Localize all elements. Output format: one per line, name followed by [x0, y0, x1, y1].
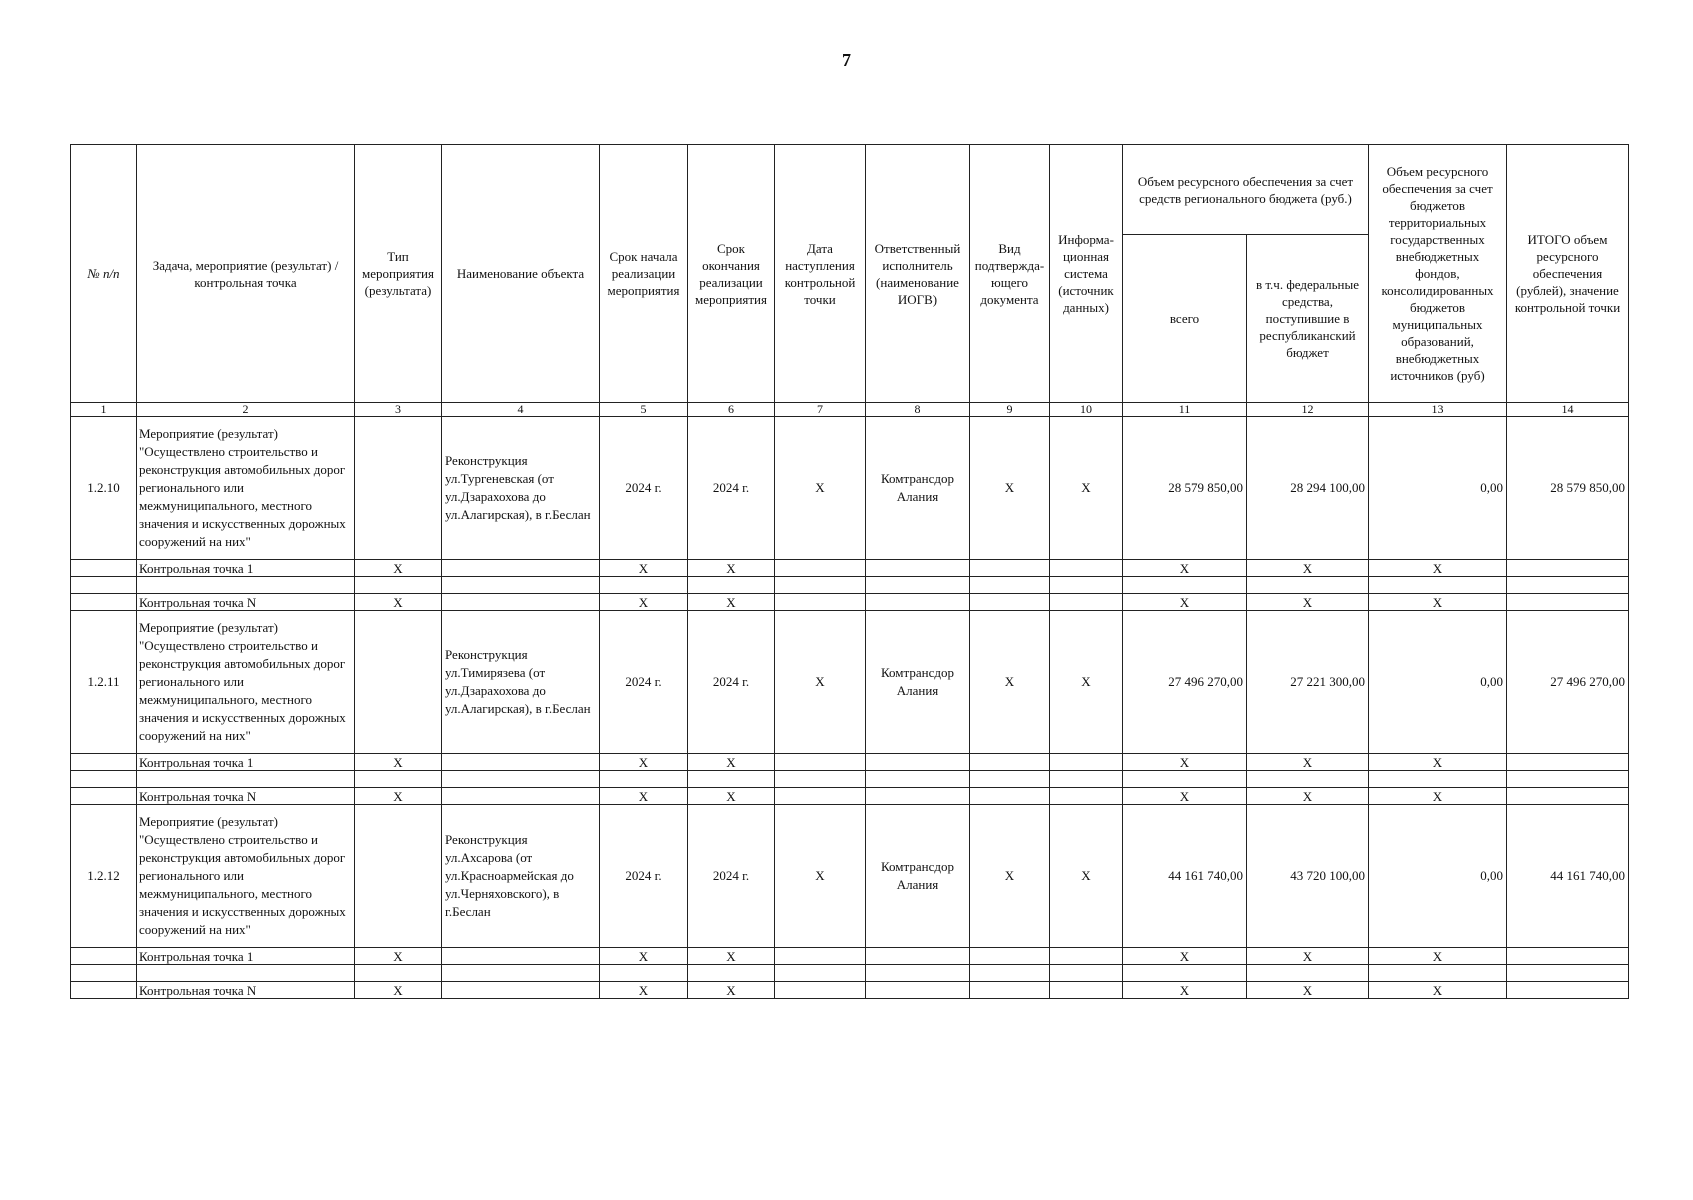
cp-end: X [688, 982, 775, 999]
cp-date [775, 560, 866, 577]
header-col-object: Наименование объекта [442, 145, 600, 403]
row-system: X [1050, 611, 1123, 754]
row-date: X [775, 611, 866, 754]
cp-executor [866, 948, 970, 965]
table-header [71, 145, 1629, 417]
column-number: 14 [1507, 403, 1629, 417]
cp-federal: X [1247, 788, 1369, 805]
cp-date [775, 982, 866, 999]
cp-executor [866, 594, 970, 611]
column-number: 10 [1050, 403, 1123, 417]
cp-total: X [1123, 754, 1247, 771]
cp-executor [866, 788, 970, 805]
cp-federal: X [1247, 754, 1369, 771]
row-start: 2024 г. [600, 417, 688, 560]
cp-start: X [600, 982, 688, 999]
cp-other: X [1369, 594, 1507, 611]
cp-object [442, 594, 600, 611]
cp-label: Контрольная точка N [137, 594, 355, 611]
row-doc: X [970, 805, 1050, 948]
header-col-executor: Ответственный исполнитель (наименование ИОГВ) [866, 145, 970, 403]
column-number: 2 [137, 403, 355, 417]
table-row-checkpoint [71, 948, 1629, 965]
row-sum: 28 579 850,00 [1507, 417, 1629, 560]
table-row-empty [71, 965, 1629, 982]
cp-date [775, 788, 866, 805]
row-object: Реконструкция ул.Тимирязева (от ул.Дзарахохова до ул.Алагирская), в г.Беслан [442, 611, 600, 754]
resource-plan-table [70, 144, 1629, 999]
cp-sum [1507, 594, 1629, 611]
cp-federal: X [1247, 982, 1369, 999]
cp-label: Контрольная точка N [137, 788, 355, 805]
column-number: 11 [1123, 403, 1247, 417]
table-row-checkpoint [71, 788, 1629, 805]
column-number: 12 [1247, 403, 1369, 417]
cp-sum [1507, 982, 1629, 999]
cp-total: X [1123, 788, 1247, 805]
row-federal: 43 720 100,00 [1247, 805, 1369, 948]
cp-doc [970, 754, 1050, 771]
row-executor: Комтрансдор Алания [866, 417, 970, 560]
table-row-activity [71, 417, 1629, 560]
cp-date [775, 754, 866, 771]
cp-start: X [600, 560, 688, 577]
row-executor: Комтрансдор Алания [866, 611, 970, 754]
column-number: 7 [775, 403, 866, 417]
header-col-system: Информа-ционная система (источник данных) [1050, 145, 1123, 403]
cp-system [1050, 982, 1123, 999]
cp-other: X [1369, 788, 1507, 805]
row-federal: 28 294 100,00 [1247, 417, 1369, 560]
cp-type: X [355, 982, 442, 999]
row-other: 0,00 [1369, 805, 1507, 948]
cp-other: X [1369, 560, 1507, 577]
column-number: 9 [970, 403, 1050, 417]
cp-doc [970, 948, 1050, 965]
row-federal: 27 221 300,00 [1247, 611, 1369, 754]
cp-end: X [688, 594, 775, 611]
cp-end: X [688, 948, 775, 965]
table-row-empty [71, 771, 1629, 788]
table-row-checkpoint [71, 594, 1629, 611]
row-start: 2024 г. [600, 611, 688, 754]
table-row-activity [71, 611, 1629, 754]
cp-total: X [1123, 560, 1247, 577]
row-end: 2024 г. [688, 417, 775, 560]
cp-system [1050, 560, 1123, 577]
cp-sum [1507, 754, 1629, 771]
cp-id [71, 982, 137, 999]
cp-label: Контрольная точка 1 [137, 754, 355, 771]
cp-total: X [1123, 948, 1247, 965]
cp-executor [866, 754, 970, 771]
row-task: Мероприятие (результат) "Осуществлено строительство и реконструкция автомобильных дорог регионального или межмуниципального, местного значения и искусственных дорожных сооружений на них" [137, 611, 355, 754]
row-doc: X [970, 417, 1050, 560]
cp-other: X [1369, 982, 1507, 999]
header-col-end: Срок окончания реализации мероприятия [688, 145, 775, 403]
column-number: 4 [442, 403, 600, 417]
cp-doc [970, 560, 1050, 577]
cp-start: X [600, 754, 688, 771]
row-start: 2024 г. [600, 805, 688, 948]
cp-end: X [688, 788, 775, 805]
cp-type: X [355, 948, 442, 965]
cp-end: X [688, 560, 775, 577]
column-number-row [71, 403, 1629, 417]
cp-id [71, 948, 137, 965]
header-col-sum: ИТОГО объем ресурсного обеспечения (рублей), значение контрольной точки [1507, 145, 1629, 403]
cp-type: X [355, 560, 442, 577]
cp-total: X [1123, 982, 1247, 999]
cp-sum [1507, 788, 1629, 805]
cp-system [1050, 788, 1123, 805]
cp-system [1050, 594, 1123, 611]
table-row-activity [71, 805, 1629, 948]
cp-label: Контрольная точка 1 [137, 948, 355, 965]
row-total: 27 496 270,00 [1123, 611, 1247, 754]
cp-end: X [688, 754, 775, 771]
header-col-total: всего [1123, 235, 1247, 403]
header-group-regional: Объем ресурсного обеспечения за счет средств регионального бюджета (руб.) [1123, 145, 1369, 235]
cp-object [442, 560, 600, 577]
cp-doc [970, 594, 1050, 611]
cp-type: X [355, 594, 442, 611]
row-task: Мероприятие (результат) "Осуществлено строительство и реконструкция автомобильных дорог регионального или межмуниципального, местного значения и искусственных дорожных сооружений на них" [137, 417, 355, 560]
cp-object [442, 982, 600, 999]
row-system: X [1050, 805, 1123, 948]
row-task: Мероприятие (результат) "Осуществлено строительство и реконструкция автомобильных дорог регионального или межмуниципального, местного значения и искусственных дорожных сооружений на них" [137, 805, 355, 948]
column-number: 3 [355, 403, 442, 417]
cp-system [1050, 948, 1123, 965]
row-total: 28 579 850,00 [1123, 417, 1247, 560]
cp-sum [1507, 560, 1629, 577]
row-end: 2024 г. [688, 805, 775, 948]
table-body [71, 417, 1629, 999]
row-id: 1.2.11 [71, 611, 137, 754]
header-col-number: № п/п [71, 145, 137, 403]
row-other: 0,00 [1369, 611, 1507, 754]
row-doc: X [970, 611, 1050, 754]
cp-type: X [355, 788, 442, 805]
cp-label: Контрольная точка N [137, 982, 355, 999]
column-number: 6 [688, 403, 775, 417]
row-other: 0,00 [1369, 417, 1507, 560]
cp-object [442, 948, 600, 965]
row-object: Реконструкция ул.Ахсарова (от ул.Красноармейская до ул.Черняховского), в г.Беслан [442, 805, 600, 948]
cp-federal: X [1247, 594, 1369, 611]
row-date: X [775, 805, 866, 948]
row-sum: 27 496 270,00 [1507, 611, 1629, 754]
table-row-empty [71, 577, 1629, 594]
cp-id [71, 560, 137, 577]
cp-total: X [1123, 594, 1247, 611]
cp-date [775, 594, 866, 611]
row-object: Реконструкция ул.Тургеневская (от ул.Дзарахохова до ул.Алагирская), в г.Беслан [442, 417, 600, 560]
row-type [355, 417, 442, 560]
cp-start: X [600, 788, 688, 805]
table-row-checkpoint [71, 560, 1629, 577]
header-col-federal: в т.ч. федеральные средства, поступившие в республиканский бюджет [1247, 235, 1369, 403]
cp-executor [866, 982, 970, 999]
row-type [355, 611, 442, 754]
column-number: 8 [866, 403, 970, 417]
cp-other: X [1369, 948, 1507, 965]
table-row-checkpoint [71, 754, 1629, 771]
row-type [355, 805, 442, 948]
cp-date [775, 948, 866, 965]
cp-object [442, 788, 600, 805]
row-sum: 44 161 740,00 [1507, 805, 1629, 948]
row-end: 2024 г. [688, 611, 775, 754]
cp-federal: X [1247, 948, 1369, 965]
cp-type: X [355, 754, 442, 771]
row-date: X [775, 417, 866, 560]
cp-id [71, 594, 137, 611]
cp-other: X [1369, 754, 1507, 771]
header-col-start: Срок начала реализации мероприятия [600, 145, 688, 403]
cp-start: X [600, 594, 688, 611]
header-col-task: Задача, мероприятие (результат) / контрольная точка [137, 145, 355, 403]
header-col-type: Тип мероприятия (результата) [355, 145, 442, 403]
cp-system [1050, 754, 1123, 771]
column-number: 13 [1369, 403, 1507, 417]
cp-start: X [600, 948, 688, 965]
table-row-checkpoint [71, 982, 1629, 999]
header-col-doc: Вид подтвержда-ющего документа [970, 145, 1050, 403]
column-number: 1 [71, 403, 137, 417]
row-system: X [1050, 417, 1123, 560]
cp-sum [1507, 948, 1629, 965]
cp-executor [866, 560, 970, 577]
column-number: 5 [600, 403, 688, 417]
cp-federal: X [1247, 560, 1369, 577]
row-id: 1.2.10 [71, 417, 137, 560]
cp-doc [970, 982, 1050, 999]
page-number: 7 [842, 50, 851, 70]
cp-doc [970, 788, 1050, 805]
header-col-other: Объем ресурсного обеспечения за счет бюджетов территориальных государственных внебюджетных фондов, консолидированных бюджетов муниципальных образований, внебюджетных источников (руб) [1369, 145, 1507, 403]
header-col-date: Дата наступления контрольной точки [775, 145, 866, 403]
row-executor: Комтрансдор Алания [866, 805, 970, 948]
cp-id [71, 754, 137, 771]
row-total: 44 161 740,00 [1123, 805, 1247, 948]
cp-id [71, 788, 137, 805]
cp-label: Контрольная точка 1 [137, 560, 355, 577]
cp-object [442, 754, 600, 771]
row-id: 1.2.12 [71, 805, 137, 948]
